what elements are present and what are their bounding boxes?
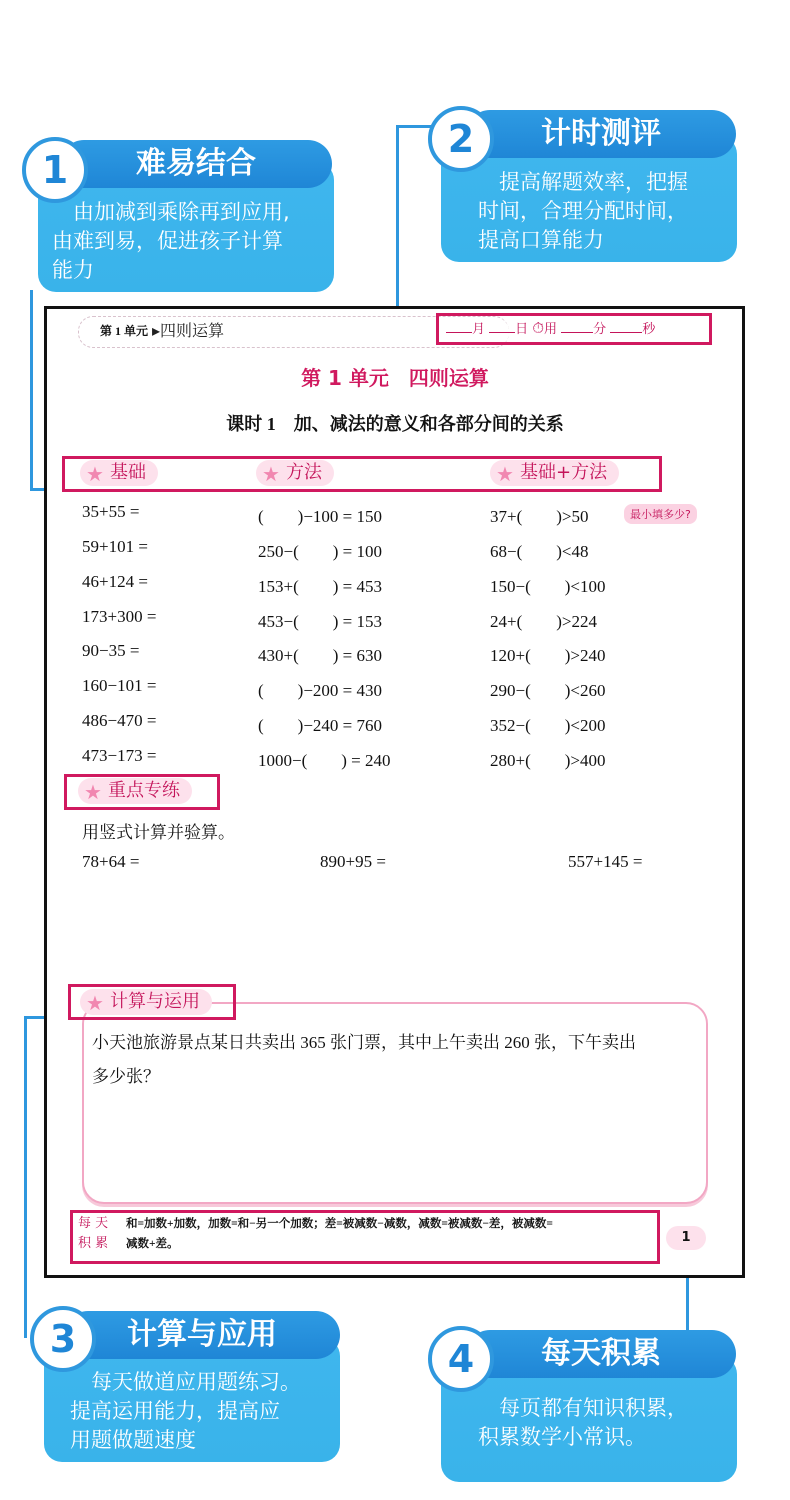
equation: 280+( )>400 bbox=[490, 751, 606, 770]
timer-use: 用 bbox=[544, 322, 558, 337]
header-topic-text: 四则运算 bbox=[160, 321, 225, 340]
star-icon: ★ bbox=[86, 991, 104, 1015]
tag-focus-label: 重点专练 bbox=[108, 780, 180, 801]
equation: 68−( )<48 bbox=[490, 542, 589, 561]
connector-2-h-top bbox=[396, 125, 432, 128]
star-icon: ★ bbox=[496, 462, 514, 486]
tag-basic bbox=[80, 460, 158, 486]
focus-problem: 890+95 = bbox=[320, 852, 386, 871]
callout-1-number: 1 bbox=[22, 137, 88, 203]
equation: 90−35 = bbox=[82, 641, 140, 660]
header-topic: ▸四则运算 bbox=[152, 321, 225, 340]
equation: 35+55 = bbox=[82, 502, 140, 521]
daily-text: 和=加数+加数，加数=和−另一个加数；差=被减数−减数，减数=被减数−差，被减数= 减数+差。 bbox=[126, 1218, 553, 1250]
tag-apply-label: 计算与运用 bbox=[110, 991, 200, 1012]
focus-instruction: 用竖式计算并验算。 bbox=[82, 823, 235, 843]
equation: 150−( )<100 bbox=[490, 577, 606, 596]
tag-basic-method bbox=[490, 460, 619, 486]
callout-3-text: 每天做道应用题练习。 提高运用能力，提高应 用题做题速度 bbox=[70, 1370, 301, 1452]
focus-problem: 557+145 = bbox=[568, 852, 643, 871]
focus-problem: 78+64 = bbox=[82, 852, 140, 871]
timer-second: 秒 bbox=[642, 322, 656, 337]
lesson-title: 课时 1 加、减法的意义和各部分间的关系 bbox=[226, 414, 564, 434]
header-unit: 第 1 单元 bbox=[100, 324, 149, 338]
equation: 486−470 = bbox=[82, 711, 157, 730]
callout-2-title: 计时测评 bbox=[466, 110, 736, 158]
star-icon: ★ bbox=[84, 780, 102, 804]
equation: 173+300 = bbox=[82, 607, 157, 626]
stopwatch-icon: ⏱ bbox=[532, 319, 545, 337]
equation: 160−101 = bbox=[82, 676, 157, 695]
hint-badge: 最小填多少? bbox=[624, 504, 697, 524]
timer-day: 日 bbox=[515, 322, 529, 337]
unit-title: 第 1 单元 四则运算 bbox=[301, 366, 489, 390]
callout-4-number: 4 bbox=[428, 1326, 494, 1392]
equation: 352−( )<200 bbox=[490, 716, 606, 735]
callout-3-title: 计算与应用 bbox=[64, 1311, 340, 1359]
callout-2-text: 提高解题效率，把握 时间，合理分配时间， 提高口算能力 bbox=[478, 170, 688, 252]
equation: ( )−240 = 760 bbox=[258, 716, 382, 735]
equation: 24+( )>224 bbox=[490, 612, 597, 631]
equation: 290−( )<260 bbox=[490, 681, 606, 700]
callout-3-number: 3 bbox=[30, 1306, 96, 1372]
callout-4-text: 每页都有知识积累， 积累数学小常识。 bbox=[478, 1396, 688, 1449]
star-icon: ★ bbox=[86, 462, 104, 486]
word-problem-text: 小天池旅游景点某日共卖出 365 张门票，其中上午卖出 260 张，下午卖出 多少张？ bbox=[92, 1033, 636, 1086]
tag-method-label: 方法 bbox=[286, 462, 322, 483]
equation: 37+( )>50 bbox=[490, 507, 589, 526]
callout-2-number: 2 bbox=[428, 106, 494, 172]
tag-apply bbox=[80, 989, 212, 1015]
equation: 59+101 = bbox=[82, 537, 148, 556]
equation: 473−173 = bbox=[82, 746, 157, 765]
page-number-badge: 1 bbox=[666, 1226, 706, 1250]
connector-3-v bbox=[24, 1016, 27, 1338]
equation: 250−( ) = 100 bbox=[258, 542, 382, 561]
timer-minute: 分 bbox=[593, 322, 607, 337]
timer-row bbox=[446, 318, 655, 337]
callout-4-title: 每天积累 bbox=[466, 1330, 736, 1378]
callout-1-title: 难易结合 bbox=[60, 140, 332, 188]
equation: 46+124 = bbox=[82, 572, 148, 591]
equation: ( )−100 = 150 bbox=[258, 507, 382, 526]
tag-focus bbox=[78, 778, 192, 804]
equation: ( )−200 = 430 bbox=[258, 681, 382, 700]
equation: 1000−( ) = 240 bbox=[258, 751, 391, 770]
tag-method bbox=[256, 460, 334, 486]
timer-month: 月 bbox=[472, 322, 486, 337]
tag-basic-label: 基础 bbox=[110, 462, 146, 483]
star-icon: ★ bbox=[262, 462, 280, 486]
equation: 120+( )>240 bbox=[490, 646, 606, 665]
equation: 453−( ) = 153 bbox=[258, 612, 382, 631]
tag-basic-method-label: 基础+方法 bbox=[520, 462, 608, 483]
equation: 430+( ) = 630 bbox=[258, 646, 382, 665]
equation: 153+( ) = 453 bbox=[258, 577, 382, 596]
daily-label: 每 天 积 累 bbox=[78, 1216, 109, 1251]
callout-1-text: 由加减到乘除再到应用, 由难到易，促进孩子计算 能力 bbox=[52, 200, 290, 282]
